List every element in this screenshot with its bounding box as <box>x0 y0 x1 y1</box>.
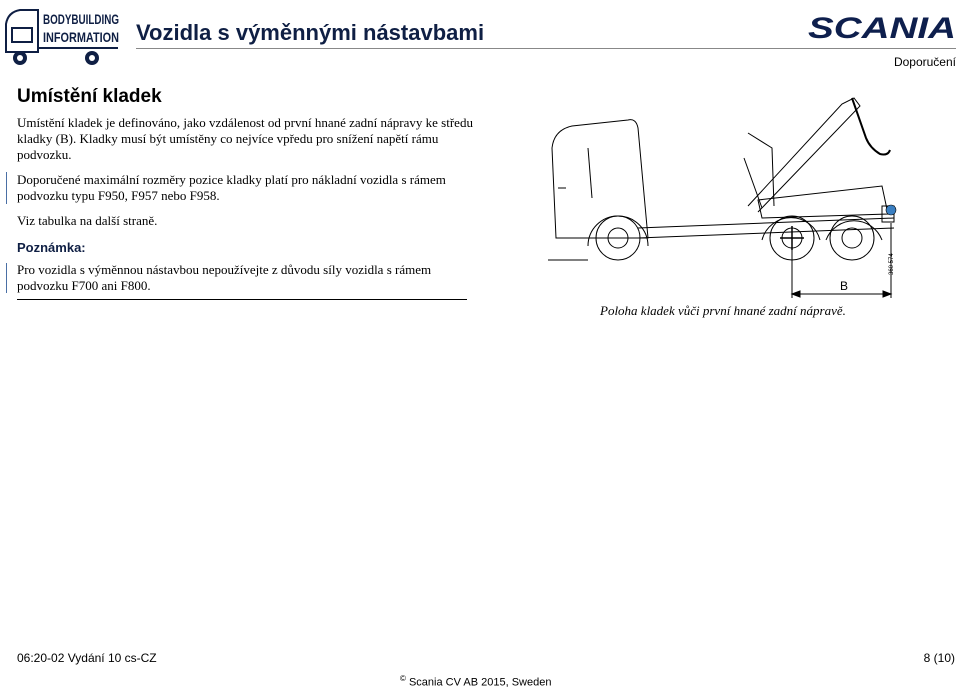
change-bar <box>6 172 7 204</box>
section-label: Doporučení <box>893 55 956 69</box>
copyright-symbol: © <box>400 674 406 683</box>
paragraph-definition: Umístění kladek je definováno, jako vzdálenost od první hnané zadní nápravy ke středu kladky (B). Kladky musí být umístěny co nejvíce vpředu pro snížení napětí rámu podvozku. <box>17 115 473 162</box>
footer-document-id: 06:20-02 Vydání 10 cs-CZ <box>17 651 157 665</box>
figure-id: 360 574 <box>889 253 895 275</box>
paragraph-recommendation: Doporučené maximální rozměry pozice kladky platí pro nákladní vozidla s rámem podvozku typu F950, F957 nebo F958. <box>17 172 446 203</box>
note-label: Poznámka: <box>17 240 86 255</box>
copyright-text: Scania CV AB 2015, Sweden <box>408 676 552 689</box>
figure-caption: Poloha kladek vůči první hnané zadní nápravě. <box>600 303 846 318</box>
note-text: Pro vozidla s výměnnou nástavbou nepoužívejte z důvodu síly vozidla s rámem podvozku F700 ani F800. <box>17 262 432 293</box>
dimension-label-b: B <box>840 279 849 293</box>
document-title: Vozidla s výměnnými nástavbami <box>136 20 485 45</box>
hooklift-truck-illustration <box>548 88 908 298</box>
footer-page-number: 8 (10) <box>923 651 955 665</box>
logo-text-line1: BODYBUILDING <box>43 11 120 27</box>
paragraph-table-reference: Viz tabulka na další straně. <box>17 213 158 228</box>
change-bar <box>6 263 7 293</box>
content-title: Umístění kladek <box>17 86 162 107</box>
scania-wordmark: SCANIA <box>808 12 956 45</box>
bodybuilding-information-logo <box>2 2 122 70</box>
logo-text-line2: INFORMATION <box>43 29 119 45</box>
content-divider <box>17 299 467 300</box>
header-divider <box>136 48 956 49</box>
scania-logo <box>808 10 958 45</box>
footer-copyright <box>400 674 551 689</box>
